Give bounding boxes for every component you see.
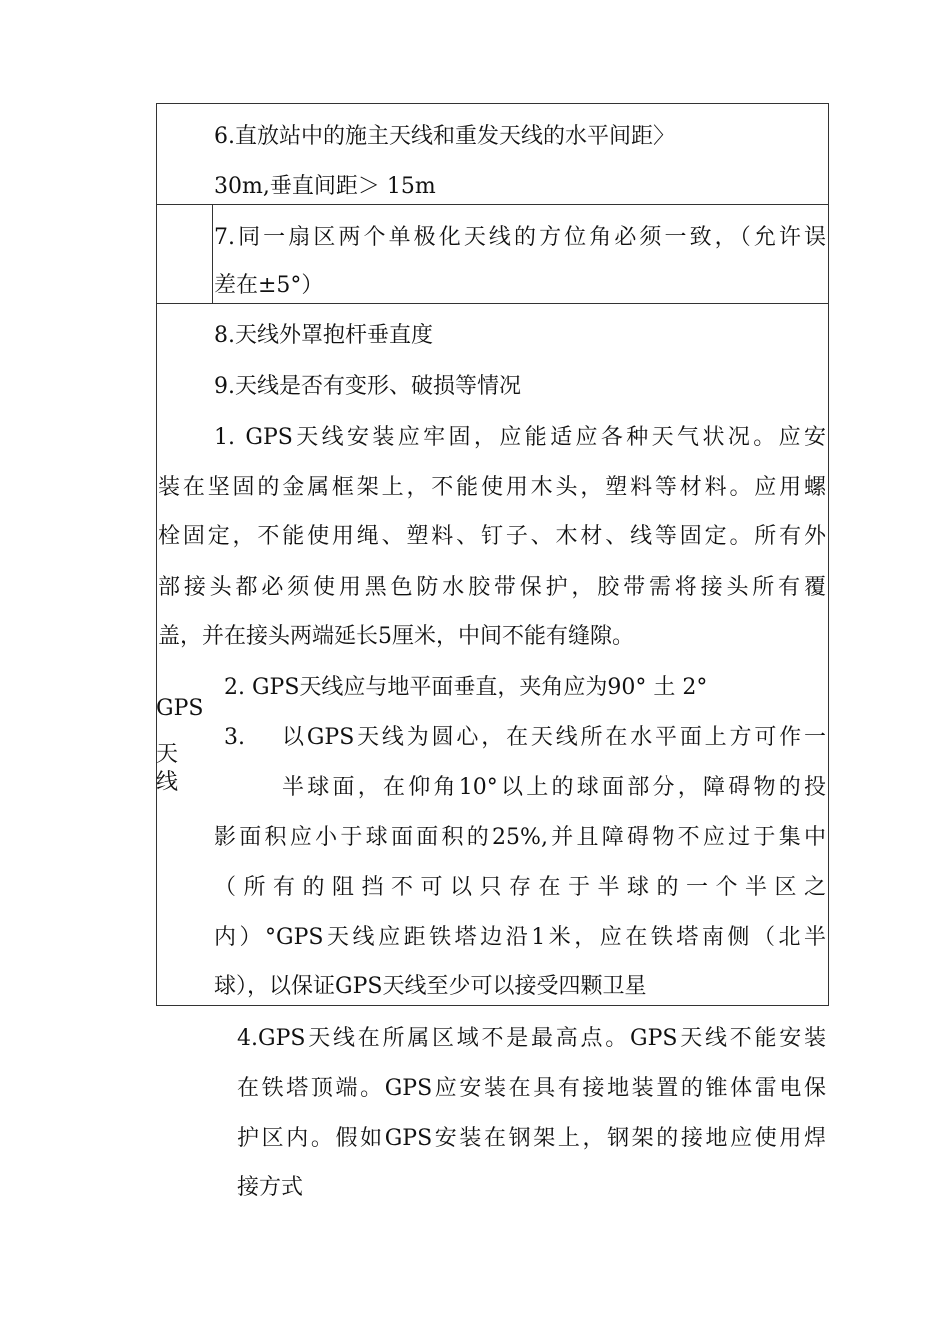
- gps-item-1-line-4: 部接头都必须使用黑色防水胶带保护，胶带需将接头所有覆: [158, 575, 826, 600]
- gps-item-2: 2. GPS天线应与地平面垂直，夹角应为90° 土 2°: [224, 675, 708, 700]
- gps-item-1-line-2: 装在坚固的金属框架上，不能使用木头，塑料等材料。应用螺: [158, 475, 826, 500]
- item-6-line-1: 6.直放站中的施主天线和重发天线的水平间距〉: [214, 124, 675, 149]
- row-7-inner-divider: [212, 204, 213, 304]
- gps-item-3-line-4: （所有的阻挡不可以只存在于半球的一个半区之: [214, 875, 826, 900]
- item-6-line-2: 30m,垂直间距＞ 15m: [214, 174, 436, 199]
- table-left-border: [156, 103, 157, 1006]
- gps-item-3-line-6: 球），以保证GPS天线至少可以接受四颗卫星: [214, 974, 647, 999]
- table-top-border: [156, 103, 829, 104]
- gps-item-1-line-5: 盖，并在接头两端延长5厘米，中间不能有缝隙。: [158, 624, 634, 649]
- item-9: 9.天线是否有变形、破损等情况: [214, 374, 521, 399]
- gps-item-1-line-3: 栓固定，不能使用绳、塑料、钉子、木材、线等固定。所有外: [158, 524, 826, 549]
- gps-item-3-line-3: 影面积应小于球面面积的25%,并且障碍物不应过于集中: [214, 825, 826, 850]
- gps-item-1-line-1: 1. GPS天线安装应牢固，应能适应各种天气状况。应安: [214, 425, 826, 450]
- gps-item-3-line-1: 以GPS天线为圆心，在天线所在水平面上方可作一: [282, 725, 826, 750]
- gps-row-label-line-2: 天: [156, 742, 179, 767]
- gps-item-3-line-5: 内）°GPS天线应距铁塔边沿1米，应在铁塔南侧（北半: [214, 925, 826, 950]
- item-7-line-2: 差在±5°）: [214, 273, 324, 298]
- table-bottom-border: [156, 1005, 829, 1006]
- gps-item-4-line-4: 接方式: [237, 1175, 304, 1200]
- table-right-border: [828, 103, 829, 1006]
- item-7-line-1: 7.同一扇区两个单极化天线的方位角必须一致，（允许误: [214, 225, 826, 250]
- gps-item-3-number: 3.: [224, 725, 245, 750]
- gps-item-4-line-2: 在铁塔顶端。GPS应安装在具有接地装置的锥体雷电保: [237, 1076, 826, 1101]
- gps-item-4-line-3: 护区内。假如GPS安装在钢架上，钢架的接地应使用焊: [237, 1126, 826, 1151]
- gps-item-3-line-2: 半球面，在仰角10°以上的球面部分，障碍物的投: [282, 775, 826, 800]
- row-divider-2: [156, 303, 829, 304]
- gps-row-label-line-1: GPS: [156, 696, 204, 721]
- item-8: 8.天线外罩抱杆垂直度: [214, 323, 433, 348]
- gps-item-4-line-1: 4.GPS天线在所属区域不是最高点。GPS天线不能安装: [237, 1026, 826, 1051]
- gps-row-label-line-3: 线: [156, 770, 179, 795]
- row-divider-1: [156, 204, 829, 205]
